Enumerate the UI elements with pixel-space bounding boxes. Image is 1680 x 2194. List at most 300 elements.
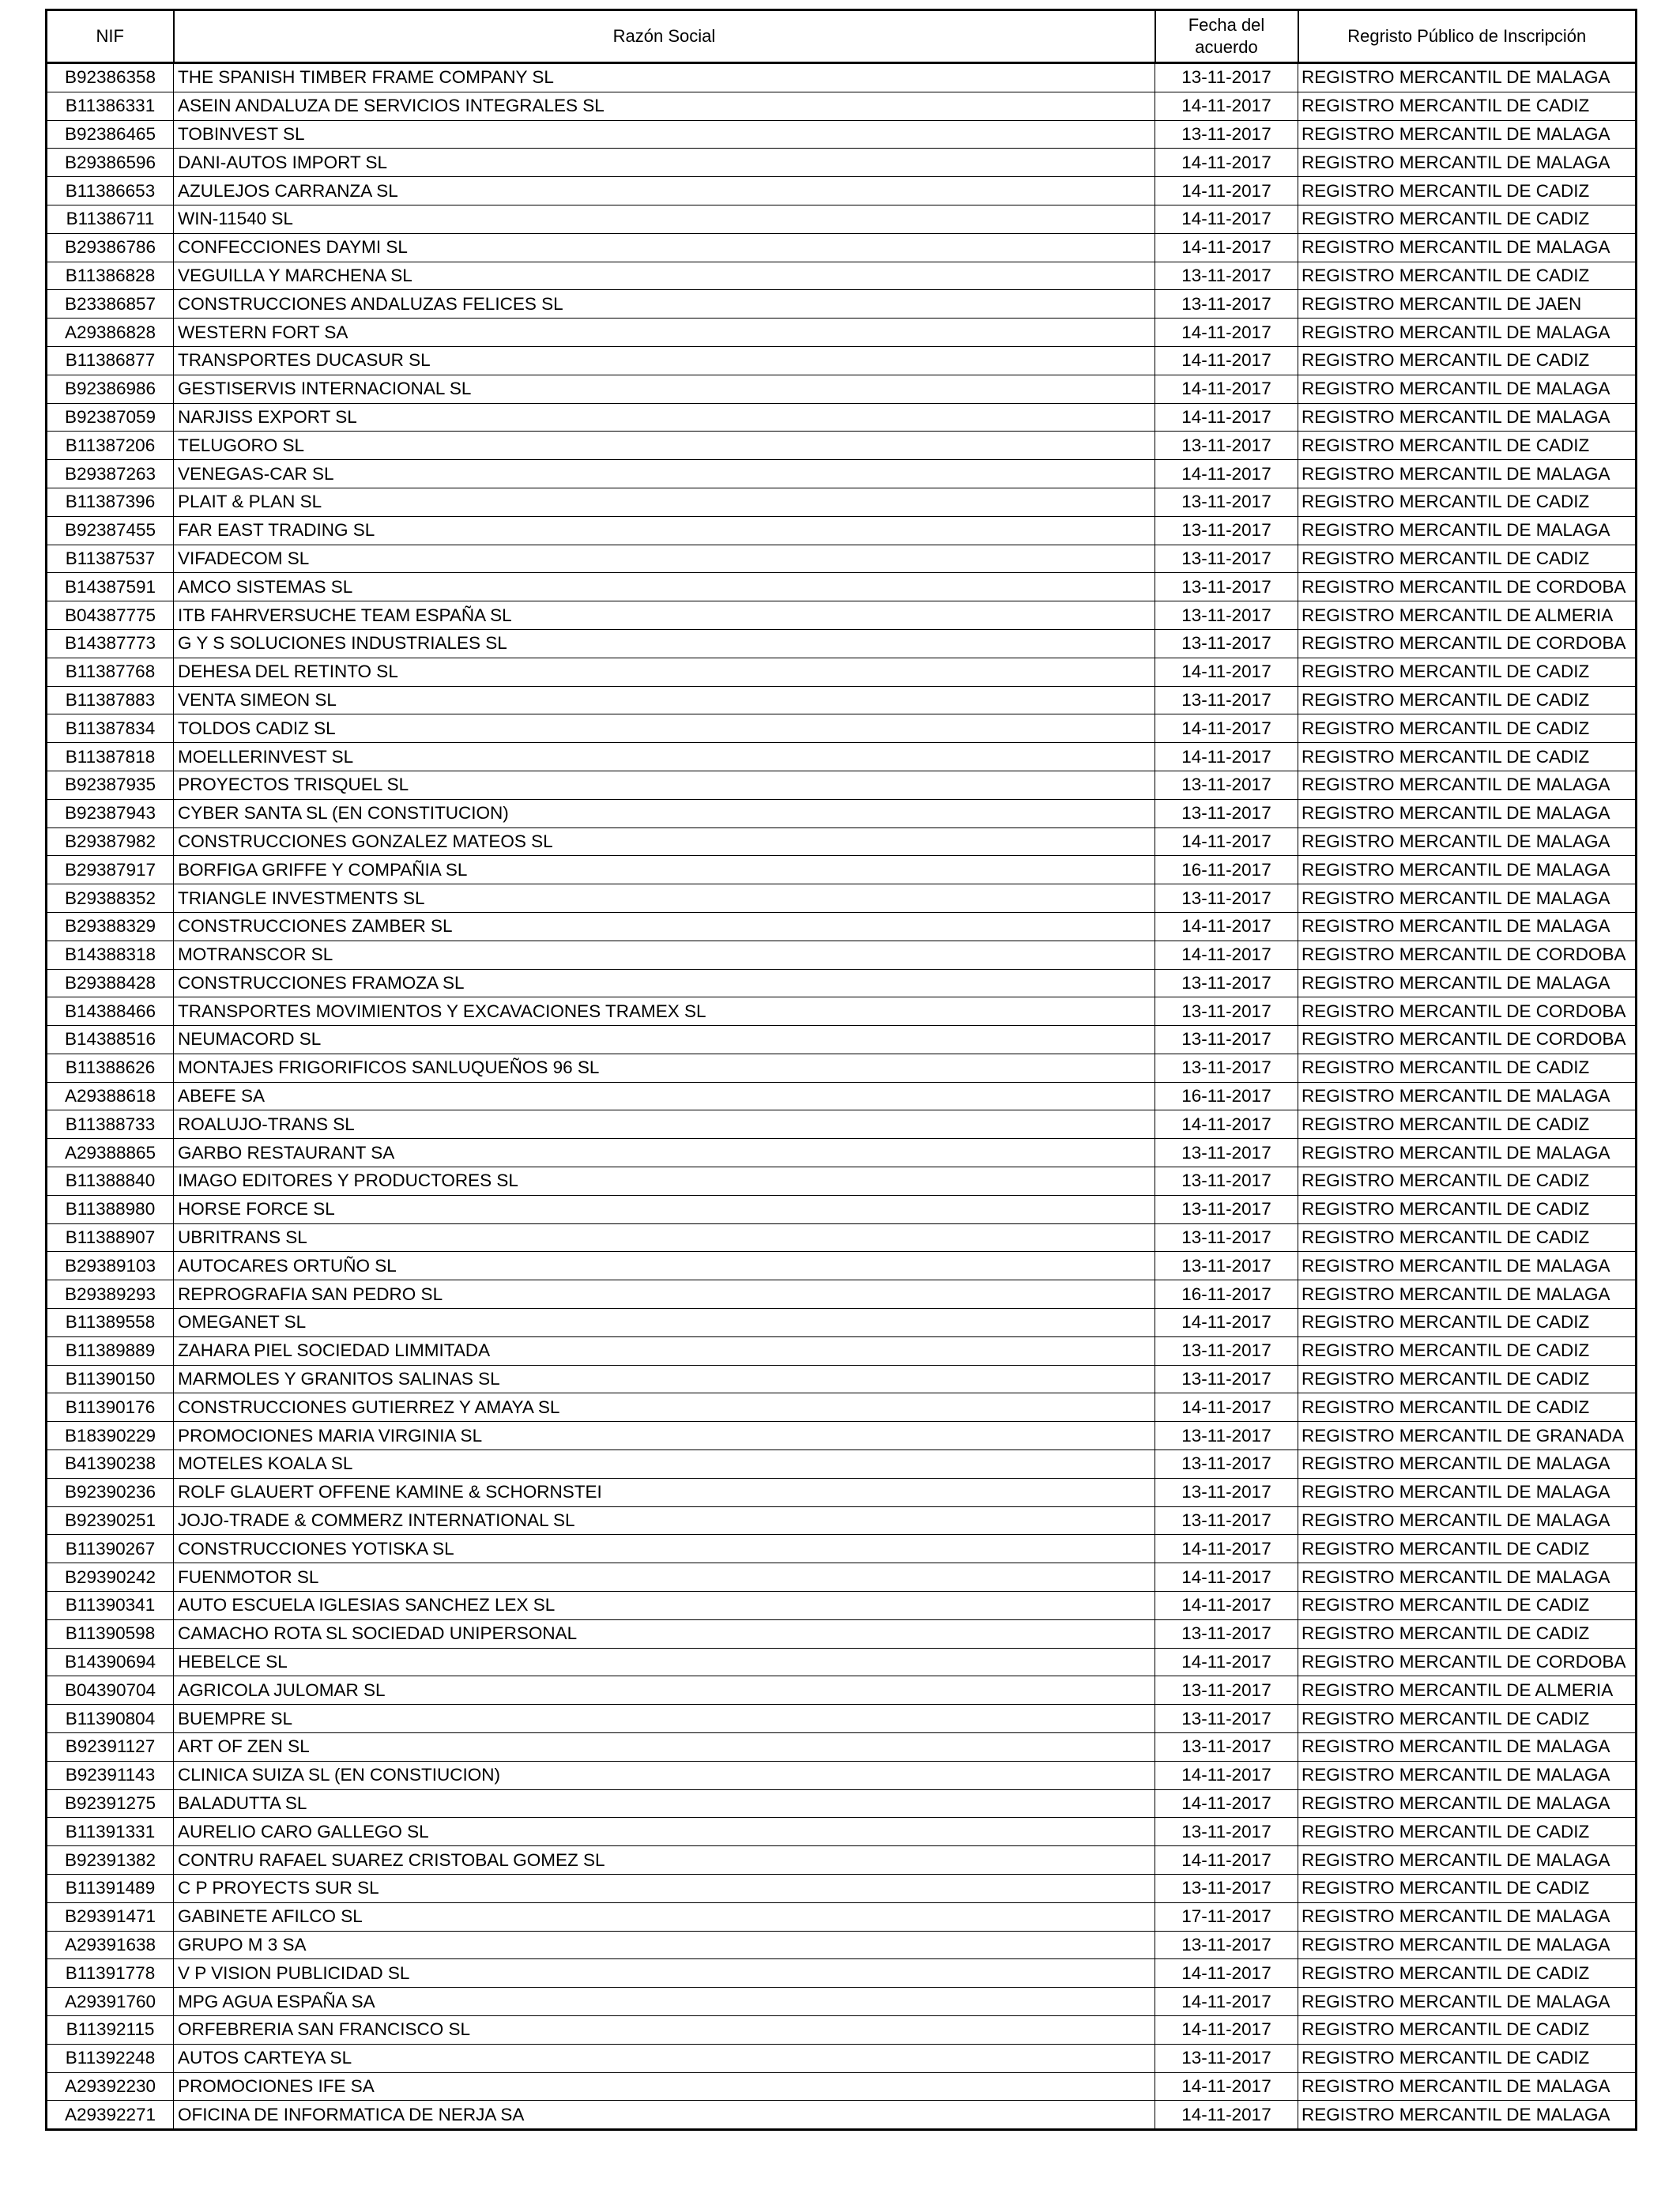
cell-registro-publico: REGISTRO MERCANTIL DE CADIZ: [1298, 1365, 1637, 1393]
cell-fecha-acuerdo: 14-11-2017: [1155, 375, 1298, 403]
table-row: [47, 346, 1637, 375]
cell-fecha-acuerdo: 13-11-2017: [1155, 1365, 1298, 1393]
cell-registro-publico: REGISTRO MERCANTIL DE CADIZ: [1298, 346, 1637, 375]
cell-registro-publico: REGISTRO MERCANTIL DE MALAGA: [1298, 771, 1637, 799]
cell-nif: B29391471: [47, 1902, 174, 1931]
cell-nif: B11390341: [47, 1592, 174, 1620]
cell-registro-publico: REGISTRO MERCANTIL DE CADIZ: [1298, 1959, 1637, 1988]
cell-nif: B11390598: [47, 1619, 174, 1648]
table-row: [47, 743, 1637, 771]
cell-nif: B29386596: [47, 149, 174, 177]
cell-registro-publico: REGISTRO MERCANTIL DE MALAGA: [1298, 120, 1637, 149]
cell-nif: B29389293: [47, 1280, 174, 1309]
cell-nif: A29388618: [47, 1082, 174, 1110]
cell-nif: B92386358: [47, 63, 174, 92]
cell-fecha-acuerdo: 13-11-2017: [1155, 516, 1298, 545]
table-row: [47, 1223, 1637, 1252]
cell-nif: B23386857: [47, 290, 174, 319]
cell-registro-publico: REGISTRO MERCANTIL DE CADIZ: [1298, 1195, 1637, 1223]
cell-fecha-acuerdo: 13-11-2017: [1155, 601, 1298, 630]
cell-registro-publico: REGISTRO MERCANTIL DE CADIZ: [1298, 743, 1637, 771]
cell-fecha-acuerdo: 13-11-2017: [1155, 1252, 1298, 1280]
cell-fecha-acuerdo: 16-11-2017: [1155, 1082, 1298, 1110]
cell-razon-social: GRUPO M 3 SA: [174, 1931, 1155, 1959]
table-row: [47, 714, 1637, 743]
cell-fecha-acuerdo: 13-11-2017: [1155, 1818, 1298, 1846]
cell-nif: B14387591: [47, 573, 174, 601]
table-row: [47, 799, 1637, 827]
cell-fecha-acuerdo: 13-11-2017: [1155, 488, 1298, 516]
cell-razon-social: IMAGO EDITORES Y PRODUCTORES SL: [174, 1167, 1155, 1196]
table-row: [47, 629, 1637, 658]
cell-razon-social: AGRICOLA JULOMAR SL: [174, 1676, 1155, 1705]
cell-razon-social: VENTA SIMEON SL: [174, 686, 1155, 714]
cell-fecha-acuerdo: 13-11-2017: [1155, 1619, 1298, 1648]
table-row: [47, 403, 1637, 432]
cell-razon-social: MOELLERINVEST SL: [174, 743, 1155, 771]
header-row: [47, 10, 1637, 63]
cell-fecha-acuerdo: 14-11-2017: [1155, 1846, 1298, 1875]
cell-razon-social: BUEMPRE SL: [174, 1705, 1155, 1733]
cell-registro-publico: REGISTRO MERCANTIL DE MALAGA: [1298, 1139, 1637, 1167]
cell-registro-publico: REGISTRO MERCANTIL DE CADIZ: [1298, 714, 1637, 743]
cell-fecha-acuerdo: 13-11-2017: [1155, 1705, 1298, 1733]
cell-nif: B11390150: [47, 1365, 174, 1393]
cell-fecha-acuerdo: 14-11-2017: [1155, 743, 1298, 771]
cell-nif: A29392230: [47, 2072, 174, 2101]
cell-registro-publico: REGISTRO MERCANTIL DE CADIZ: [1298, 545, 1637, 573]
cell-razon-social: TOLDOS CADIZ SL: [174, 714, 1155, 743]
cell-nif: B11387396: [47, 488, 174, 516]
cell-razon-social: AUTOS CARTEYA SL: [174, 2044, 1155, 2072]
cell-fecha-acuerdo: 14-11-2017: [1155, 912, 1298, 941]
cell-nif: B11389889: [47, 1336, 174, 1365]
cell-registro-publico: REGISTRO MERCANTIL DE MALAGA: [1298, 1846, 1637, 1875]
cell-nif: B11391331: [47, 1818, 174, 1846]
cell-registro-publico: REGISTRO MERCANTIL DE MALAGA: [1298, 149, 1637, 177]
cell-razon-social: GESTISERVIS INTERNACIONAL SL: [174, 375, 1155, 403]
cell-registro-publico: REGISTRO MERCANTIL DE CORDOBA: [1298, 997, 1637, 1026]
cell-nif: B14388318: [47, 941, 174, 969]
cell-registro-publico: REGISTRO MERCANTIL DE MALAGA: [1298, 403, 1637, 432]
cell-razon-social: CLINICA SUIZA SL (EN CONSTIUCION): [174, 1761, 1155, 1789]
table-row: [47, 488, 1637, 516]
table-row: [47, 149, 1637, 177]
cell-razon-social: TRIANGLE INVESTMENTS SL: [174, 884, 1155, 913]
table-row: [47, 827, 1637, 856]
cell-nif: B04387775: [47, 601, 174, 630]
table-row: [47, 2044, 1637, 2072]
cell-fecha-acuerdo: 13-11-2017: [1155, 1223, 1298, 1252]
table-row: [47, 432, 1637, 460]
cell-registro-publico: REGISTRO MERCANTIL DE CADIZ: [1298, 2015, 1637, 2044]
cell-razon-social: ASEIN ANDALUZA DE SERVICIOS INTEGRALES SL: [174, 92, 1155, 120]
table-row: [47, 63, 1637, 92]
cell-nif: A29386828: [47, 319, 174, 347]
cell-fecha-acuerdo: 13-11-2017: [1155, 1336, 1298, 1365]
table-row: [47, 2015, 1637, 2044]
cell-nif: A29388865: [47, 1139, 174, 1167]
cell-razon-social: CONFECCIONES DAYMI SL: [174, 233, 1155, 262]
cell-nif: A29392271: [47, 2101, 174, 2130]
table-row: [47, 1478, 1637, 1506]
table-row: [47, 2101, 1637, 2130]
cell-razon-social: DANI-AUTOS IMPORT SL: [174, 149, 1155, 177]
cell-razon-social: ART OF ZEN SL: [174, 1733, 1155, 1762]
cell-fecha-acuerdo: 13-11-2017: [1155, 63, 1298, 92]
cell-nif: B11388733: [47, 1110, 174, 1139]
table-row: [47, 177, 1637, 205]
cell-fecha-acuerdo: 14-11-2017: [1155, 319, 1298, 347]
cell-registro-publico: REGISTRO MERCANTIL DE CADIZ: [1298, 1875, 1637, 1903]
cell-registro-publico: REGISTRO MERCANTIL DE CADIZ: [1298, 432, 1637, 460]
cell-fecha-acuerdo: 13-11-2017: [1155, 1733, 1298, 1762]
cell-fecha-acuerdo: 14-11-2017: [1155, 1309, 1298, 1337]
cell-fecha-acuerdo: 14-11-2017: [1155, 1648, 1298, 1676]
table-row: [47, 1988, 1637, 2016]
cell-registro-publico: REGISTRO MERCANTIL DE MALAGA: [1298, 375, 1637, 403]
cell-razon-social: MARMOLES Y GRANITOS SALINAS SL: [174, 1365, 1155, 1393]
cell-razon-social: MONTAJES FRIGORIFICOS SANLUQUEÑOS 96 SL: [174, 1054, 1155, 1082]
cell-registro-publico: REGISTRO MERCANTIL DE MALAGA: [1298, 319, 1637, 347]
cell-fecha-acuerdo: 14-11-2017: [1155, 2072, 1298, 2101]
cell-fecha-acuerdo: 14-11-2017: [1155, 1988, 1298, 2016]
cell-nif: B11388907: [47, 1223, 174, 1252]
cell-registro-publico: REGISTRO MERCANTIL DE MALAGA: [1298, 1280, 1637, 1309]
table-row: [47, 1365, 1637, 1393]
cell-razon-social: V P VISION PUBLICIDAD SL: [174, 1959, 1155, 1988]
cell-razon-social: GARBO RESTAURANT SA: [174, 1139, 1155, 1167]
cell-nif: B11392115: [47, 2015, 174, 2044]
cell-registro-publico: REGISTRO MERCANTIL DE MALAGA: [1298, 1733, 1637, 1762]
cell-razon-social: VENEGAS-CAR SL: [174, 460, 1155, 488]
cell-fecha-acuerdo: 13-11-2017: [1155, 573, 1298, 601]
cell-registro-publico: REGISTRO MERCANTIL DE MALAGA: [1298, 1931, 1637, 1959]
cell-nif: B92391127: [47, 1733, 174, 1762]
cell-nif: B11390804: [47, 1705, 174, 1733]
table-row: [47, 2072, 1637, 2101]
cell-nif: B29388352: [47, 884, 174, 913]
cell-fecha-acuerdo: 14-11-2017: [1155, 1789, 1298, 1818]
cell-fecha-acuerdo: 14-11-2017: [1155, 460, 1298, 488]
cell-razon-social: BALADUTTA SL: [174, 1789, 1155, 1818]
cell-registro-publico: REGISTRO MERCANTIL DE CORDOBA: [1298, 629, 1637, 658]
table-row: [47, 1592, 1637, 1620]
cell-registro-publico: REGISTRO MERCANTIL DE MALAGA: [1298, 827, 1637, 856]
cell-registro-publico: REGISTRO MERCANTIL DE MALAGA: [1298, 799, 1637, 827]
cell-registro-publico: REGISTRO MERCANTIL DE MALAGA: [1298, 460, 1637, 488]
table-row: [47, 1167, 1637, 1196]
cell-razon-social: CYBER SANTA SL (EN CONSTITUCION): [174, 799, 1155, 827]
cell-razon-social: NEUMACORD SL: [174, 1026, 1155, 1054]
table-row: [47, 290, 1637, 319]
cell-registro-publico: REGISTRO MERCANTIL DE CADIZ: [1298, 1705, 1637, 1733]
cell-fecha-acuerdo: 14-11-2017: [1155, 2015, 1298, 2044]
cell-razon-social: TELUGORO SL: [174, 432, 1155, 460]
table-row: [47, 941, 1637, 969]
cell-razon-social: REPROGRAFIA SAN PEDRO SL: [174, 1280, 1155, 1309]
table-row: [47, 1195, 1637, 1223]
cell-razon-social: ROALUJO-TRANS SL: [174, 1110, 1155, 1139]
cell-registro-publico: REGISTRO MERCANTIL DE CADIZ: [1298, 1818, 1637, 1846]
table-row: [47, 1563, 1637, 1592]
cell-nif: B11387883: [47, 686, 174, 714]
table-row: [47, 1902, 1637, 1931]
cell-razon-social: PROMOCIONES MARIA VIRGINIA SL: [174, 1422, 1155, 1450]
cell-fecha-acuerdo: 13-11-2017: [1155, 629, 1298, 658]
cell-fecha-acuerdo: 13-11-2017: [1155, 1167, 1298, 1196]
cell-registro-publico: REGISTRO MERCANTIL DE MALAGA: [1298, 1902, 1637, 1931]
cell-nif: B11386653: [47, 177, 174, 205]
table-row: [47, 1280, 1637, 1309]
cell-razon-social: WIN-11540 SL: [174, 205, 1155, 233]
cell-nif: B92391143: [47, 1761, 174, 1789]
cell-fecha-acuerdo: 13-11-2017: [1155, 1195, 1298, 1223]
table-row: [47, 319, 1637, 347]
cell-nif: B11386331: [47, 92, 174, 120]
cell-registro-publico: REGISTRO MERCANTIL DE MALAGA: [1298, 1506, 1637, 1535]
table-row: [47, 92, 1637, 120]
cell-fecha-acuerdo: 14-11-2017: [1155, 658, 1298, 686]
table-row: [47, 1336, 1637, 1365]
cell-registro-publico: REGISTRO MERCANTIL DE MALAGA: [1298, 1450, 1637, 1479]
cell-registro-publico: REGISTRO MERCANTIL DE MALAGA: [1298, 912, 1637, 941]
cell-registro-publico: REGISTRO MERCANTIL DE MALAGA: [1298, 2101, 1637, 2130]
cell-nif: B11390176: [47, 1393, 174, 1422]
cell-registro-publico: REGISTRO MERCANTIL DE CADIZ: [1298, 1054, 1637, 1082]
cell-fecha-acuerdo: 13-11-2017: [1155, 1478, 1298, 1506]
table-row: [47, 912, 1637, 941]
cell-nif: B14390694: [47, 1648, 174, 1676]
cell-fecha-acuerdo: 13-11-2017: [1155, 1054, 1298, 1082]
cell-registro-publico: REGISTRO MERCANTIL DE CORDOBA: [1298, 1026, 1637, 1054]
cell-razon-social: CONSTRUCCIONES FRAMOZA SL: [174, 969, 1155, 997]
cell-fecha-acuerdo: 14-11-2017: [1155, 941, 1298, 969]
cell-registro-publico: REGISTRO MERCANTIL DE CADIZ: [1298, 262, 1637, 290]
cell-razon-social: DEHESA DEL RETINTO SL: [174, 658, 1155, 686]
table-row: [47, 601, 1637, 630]
table-row: [47, 1705, 1637, 1733]
table-row: [47, 460, 1637, 488]
cell-nif: B11392248: [47, 2044, 174, 2072]
cell-razon-social: PLAIT & PLAN SL: [174, 488, 1155, 516]
table-row: [47, 1535, 1637, 1563]
cell-nif: B29387917: [47, 856, 174, 884]
cell-nif: B92387455: [47, 516, 174, 545]
cell-registro-publico: REGISTRO MERCANTIL DE MALAGA: [1298, 1082, 1637, 1110]
cell-razon-social: CONSTRUCCIONES GUTIERREZ Y AMAYA SL: [174, 1393, 1155, 1422]
cell-razon-social: TRANSPORTES DUCASUR SL: [174, 346, 1155, 375]
table-row: [47, 1676, 1637, 1705]
cell-nif: B29389103: [47, 1252, 174, 1280]
cell-razon-social: MOTELES KOALA SL: [174, 1450, 1155, 1479]
cell-fecha-acuerdo: 13-11-2017: [1155, 1506, 1298, 1535]
cell-fecha-acuerdo: 13-11-2017: [1155, 545, 1298, 573]
cell-razon-social: CONSTRUCCIONES ZAMBER SL: [174, 912, 1155, 941]
cell-registro-publico: REGISTRO MERCANTIL DE MALAGA: [1298, 1252, 1637, 1280]
cell-nif: B11386877: [47, 346, 174, 375]
cell-registro-publico: REGISTRO MERCANTIL DE ALMERIA: [1298, 1676, 1637, 1705]
cell-registro-publico: REGISTRO MERCANTIL DE CADIZ: [1298, 1110, 1637, 1139]
table-row: [47, 1733, 1637, 1762]
cell-registro-publico: REGISTRO MERCANTIL DE JAEN: [1298, 290, 1637, 319]
cell-nif: B11388980: [47, 1195, 174, 1223]
cell-razon-social: AURELIO CARO GALLEGO SL: [174, 1818, 1155, 1846]
header-razon-social: Razón Social: [174, 10, 1155, 63]
cell-razon-social: PROMOCIONES IFE SA: [174, 2072, 1155, 2101]
cell-nif: B11388626: [47, 1054, 174, 1082]
cell-razon-social: PROYECTOS TRISQUEL SL: [174, 771, 1155, 799]
cell-razon-social: ITB FAHRVERSUCHE TEAM ESPAÑA SL: [174, 601, 1155, 630]
table-row: [47, 1619, 1637, 1648]
cell-fecha-acuerdo: 14-11-2017: [1155, 177, 1298, 205]
cell-fecha-acuerdo: 13-11-2017: [1155, 799, 1298, 827]
cell-registro-publico: REGISTRO MERCANTIL DE MALAGA: [1298, 63, 1637, 92]
cell-fecha-acuerdo: 13-11-2017: [1155, 1931, 1298, 1959]
cell-nif: A29391760: [47, 1988, 174, 2016]
cell-registro-publico: REGISTRO MERCANTIL DE CADIZ: [1298, 1535, 1637, 1563]
cell-razon-social: FUENMOTOR SL: [174, 1563, 1155, 1592]
cell-razon-social: C P PROYECTS SUR SL: [174, 1875, 1155, 1903]
header-nif: NIF: [47, 10, 174, 63]
table-row: [47, 884, 1637, 913]
table-row: [47, 1450, 1637, 1479]
table-row: [47, 1393, 1637, 1422]
cell-registro-publico: REGISTRO MERCANTIL DE CADIZ: [1298, 1336, 1637, 1365]
cell-registro-publico: REGISTRO MERCANTIL DE MALAGA: [1298, 1478, 1637, 1506]
table-row: [47, 1931, 1637, 1959]
cell-razon-social: OFICINA DE INFORMATICA DE NERJA SA: [174, 2101, 1155, 2130]
header-fecha-acuerdo: Fecha del acuerdo: [1155, 10, 1298, 63]
table-row: [47, 1818, 1637, 1846]
cell-registro-publico: REGISTRO MERCANTIL DE ALMERIA: [1298, 601, 1637, 630]
cell-razon-social: AUTO ESCUELA IGLESIAS SANCHEZ LEX SL: [174, 1592, 1155, 1620]
table-row: [47, 686, 1637, 714]
cell-fecha-acuerdo: 14-11-2017: [1155, 403, 1298, 432]
header-registro-publico: Regristo Público de Inscripción: [1298, 10, 1637, 63]
cell-fecha-acuerdo: 13-11-2017: [1155, 884, 1298, 913]
cell-razon-social: GABINETE AFILCO SL: [174, 1902, 1155, 1931]
cell-fecha-acuerdo: 16-11-2017: [1155, 1280, 1298, 1309]
cell-razon-social: ORFEBRERIA SAN FRANCISCO SL: [174, 2015, 1155, 2044]
cell-fecha-acuerdo: 16-11-2017: [1155, 856, 1298, 884]
cell-nif: B11388840: [47, 1167, 174, 1196]
table-header: [47, 10, 1637, 63]
table-row: [47, 262, 1637, 290]
cell-nif: B41390238: [47, 1450, 174, 1479]
cell-registro-publico: REGISTRO MERCANTIL DE CORDOBA: [1298, 1648, 1637, 1676]
cell-razon-social: VIFADECOM SL: [174, 545, 1155, 573]
cell-nif: B92390251: [47, 1506, 174, 1535]
cell-fecha-acuerdo: 13-11-2017: [1155, 1422, 1298, 1450]
cell-fecha-acuerdo: 13-11-2017: [1155, 1139, 1298, 1167]
cell-registro-publico: REGISTRO MERCANTIL DE CORDOBA: [1298, 573, 1637, 601]
cell-registro-publico: REGISTRO MERCANTIL DE CADIZ: [1298, 2044, 1637, 2072]
cell-razon-social: HORSE FORCE SL: [174, 1195, 1155, 1223]
cell-razon-social: CONTRU RAFAEL SUAREZ CRISTOBAL GOMEZ SL: [174, 1846, 1155, 1875]
table-row: [47, 120, 1637, 149]
cell-fecha-acuerdo: 14-11-2017: [1155, 233, 1298, 262]
table-row: [47, 771, 1637, 799]
cell-razon-social: WESTERN FORT SA: [174, 319, 1155, 347]
cell-nif: B11391489: [47, 1875, 174, 1903]
table-row: [47, 1309, 1637, 1337]
cell-registro-publico: REGISTRO MERCANTIL DE MALAGA: [1298, 2072, 1637, 2101]
cell-fecha-acuerdo: 14-11-2017: [1155, 1761, 1298, 1789]
cell-razon-social: CONSTRUCCIONES GONZALEZ MATEOS SL: [174, 827, 1155, 856]
cell-fecha-acuerdo: 13-11-2017: [1155, 686, 1298, 714]
cell-registro-publico: REGISTRO MERCANTIL DE CADIZ: [1298, 1167, 1637, 1196]
table-row: [47, 1139, 1637, 1167]
table-row: [47, 1506, 1637, 1535]
cell-razon-social: UBRITRANS SL: [174, 1223, 1155, 1252]
cell-fecha-acuerdo: 14-11-2017: [1155, 714, 1298, 743]
cell-nif: B11391778: [47, 1959, 174, 1988]
table-row: [47, 969, 1637, 997]
cell-razon-social: BORFIGA GRIFFE Y COMPAÑIA SL: [174, 856, 1155, 884]
cell-nif: B92391275: [47, 1789, 174, 1818]
table-row: [47, 516, 1637, 545]
cell-fecha-acuerdo: 13-11-2017: [1155, 1450, 1298, 1479]
cell-fecha-acuerdo: 13-11-2017: [1155, 969, 1298, 997]
cell-nif: B11387818: [47, 743, 174, 771]
cell-fecha-acuerdo: 14-11-2017: [1155, 1110, 1298, 1139]
table-row: [47, 1082, 1637, 1110]
table-row: [47, 997, 1637, 1026]
cell-registro-publico: REGISTRO MERCANTIL DE CADIZ: [1298, 686, 1637, 714]
cell-razon-social: ROLF GLAUERT OFFENE KAMINE & SCHORNSTEI: [174, 1478, 1155, 1506]
cell-registro-publico: REGISTRO MERCANTIL DE CADIZ: [1298, 1309, 1637, 1337]
cell-registro-publico: REGISTRO MERCANTIL DE CORDOBA: [1298, 941, 1637, 969]
cell-nif: B29390242: [47, 1563, 174, 1592]
table-row: [47, 1875, 1637, 1903]
cell-razon-social: CAMACHO ROTA SL SOCIEDAD UNIPERSONAL: [174, 1619, 1155, 1648]
table-body: [47, 63, 1637, 2130]
cell-fecha-acuerdo: 14-11-2017: [1155, 1393, 1298, 1422]
cell-fecha-acuerdo: 14-11-2017: [1155, 2101, 1298, 2130]
table-row: [47, 1252, 1637, 1280]
cell-razon-social: NARJISS EXPORT SL: [174, 403, 1155, 432]
cell-fecha-acuerdo: 14-11-2017: [1155, 149, 1298, 177]
cell-registro-publico: REGISTRO MERCANTIL DE CADIZ: [1298, 1592, 1637, 1620]
cell-razon-social: TRANSPORTES MOVIMIENTOS Y EXCAVACIONES TRAMEX SL: [174, 997, 1155, 1026]
cell-registro-publico: REGISTRO MERCANTIL DE CADIZ: [1298, 92, 1637, 120]
table-row: [47, 573, 1637, 601]
table-row: [47, 1110, 1637, 1139]
cell-nif: B18390229: [47, 1422, 174, 1450]
cell-fecha-acuerdo: 13-11-2017: [1155, 771, 1298, 799]
cell-fecha-acuerdo: 14-11-2017: [1155, 92, 1298, 120]
cell-registro-publico: REGISTRO MERCANTIL DE CADIZ: [1298, 205, 1637, 233]
cell-fecha-acuerdo: 13-11-2017: [1155, 1676, 1298, 1705]
cell-registro-publico: REGISTRO MERCANTIL DE CADIZ: [1298, 488, 1637, 516]
cell-registro-publico: REGISTRO MERCANTIL DE CADIZ: [1298, 1393, 1637, 1422]
cell-fecha-acuerdo: 14-11-2017: [1155, 1535, 1298, 1563]
cell-razon-social: CONSTRUCCIONES ANDALUZAS FELICES SL: [174, 290, 1155, 319]
cell-registro-publico: REGISTRO MERCANTIL DE MALAGA: [1298, 516, 1637, 545]
cell-registro-publico: REGISTRO MERCANTIL DE CADIZ: [1298, 658, 1637, 686]
table-row: [47, 1648, 1637, 1676]
cell-nif: B29387263: [47, 460, 174, 488]
cell-nif: B29386786: [47, 233, 174, 262]
cell-registro-publico: REGISTRO MERCANTIL DE MALAGA: [1298, 1988, 1637, 2016]
cell-registro-publico: REGISTRO MERCANTIL DE CADIZ: [1298, 177, 1637, 205]
table-row: [47, 1789, 1637, 1818]
cell-nif: B11387768: [47, 658, 174, 686]
cell-razon-social: THE SPANISH TIMBER FRAME COMPANY SL: [174, 63, 1155, 92]
table-row: [47, 545, 1637, 573]
cell-razon-social: FAR EAST TRADING SL: [174, 516, 1155, 545]
